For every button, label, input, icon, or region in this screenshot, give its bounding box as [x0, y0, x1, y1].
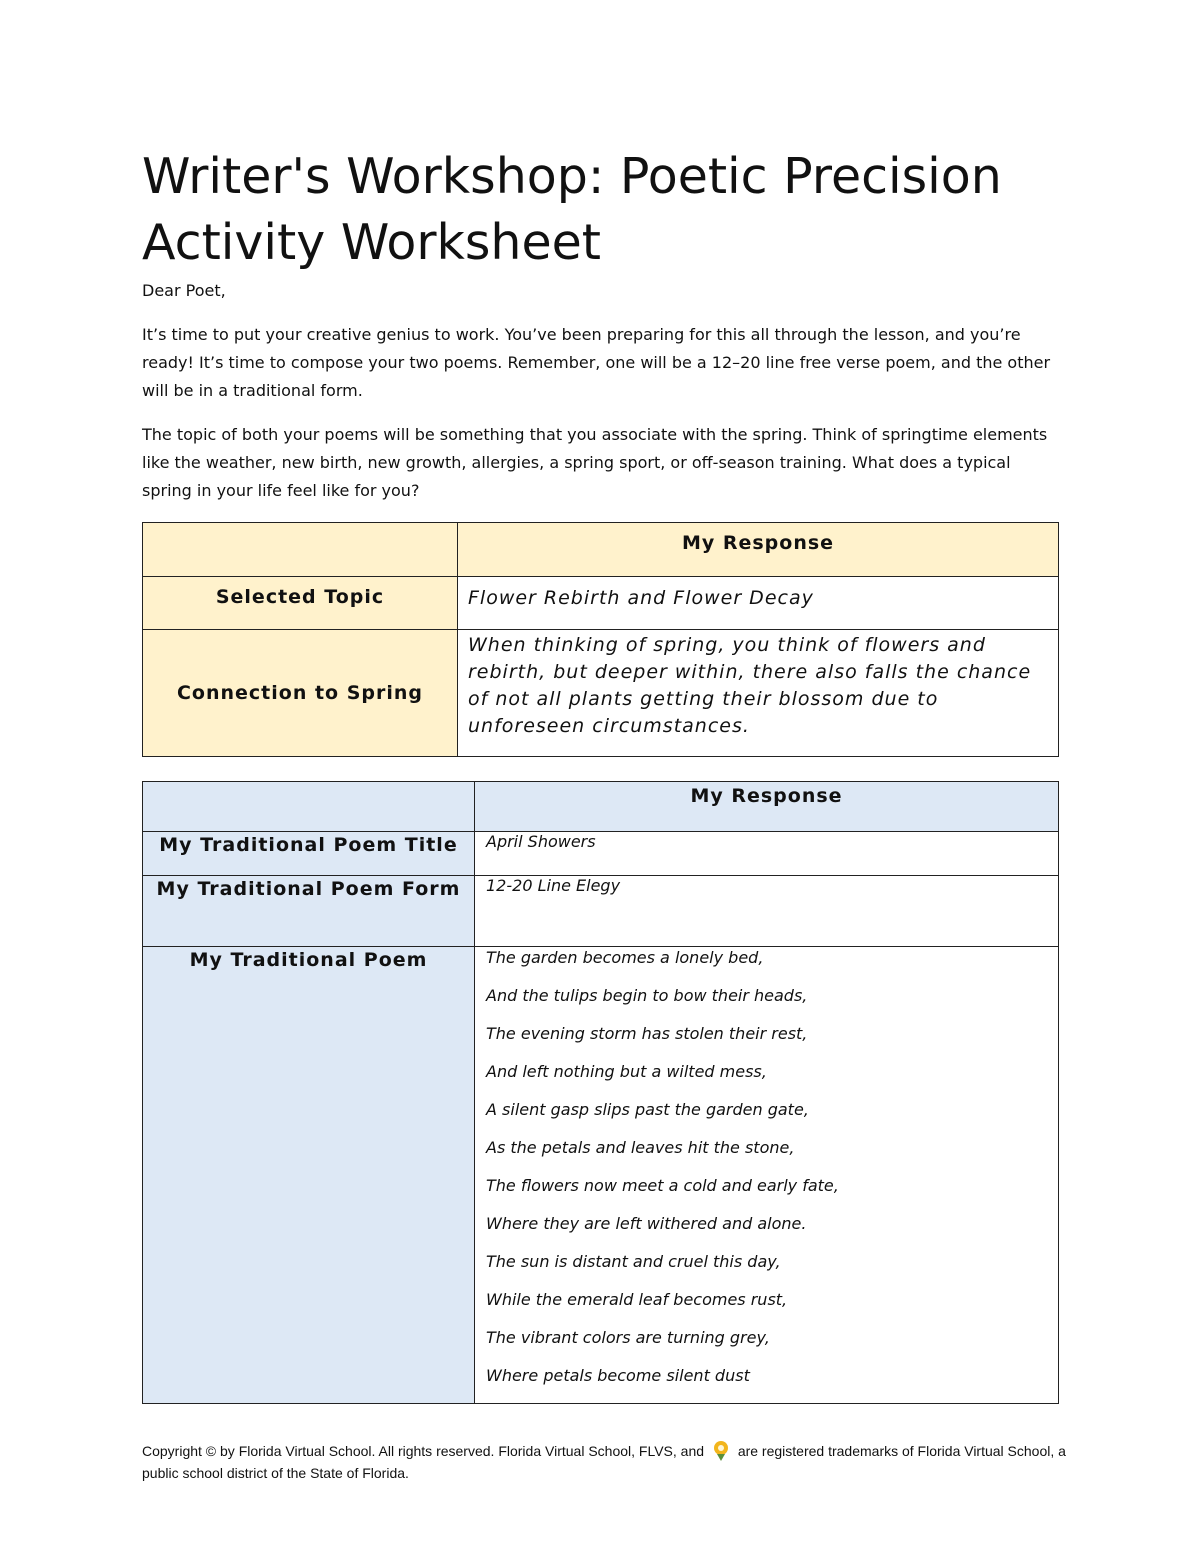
selected-topic-value[interactable]: Flower Rebirth and Flower Decay — [458, 577, 1059, 630]
poem-line: The evening storm has stolen their rest, — [486, 1024, 808, 1043]
page-title — [142, 144, 1082, 276]
topic-table — [142, 522, 1059, 757]
poem-form-label: My Traditional Poem Form — [143, 876, 475, 947]
poem-title-label: My Traditional Poem Title — [143, 832, 475, 876]
traditional-poem-table — [142, 781, 1059, 1404]
table-row — [143, 523, 1059, 577]
copyright-footer — [142, 1440, 1072, 1484]
table-row — [143, 782, 1059, 832]
table-row — [143, 947, 1059, 1404]
poem-line: A silent gasp slips past the garden gate, — [486, 1100, 809, 1119]
title-line-1: Writer's Workshop: Poetic Precision — [142, 148, 1002, 205]
poem-form-value[interactable]: 12-20 Line Elegy — [475, 876, 1059, 947]
topic-paragraph: The topic of both your poems will be something that you associate with the spring. Think of springtime elements like the weather, new birth, new growth, allergies, a spring sport, or off-season training. What does a typical spring in your life feel like for you? — [142, 425, 1048, 500]
table-row — [143, 832, 1059, 876]
poem-line: Where petals become silent dust — [486, 1366, 750, 1385]
trademark-text: are registered trademarks of Florida Virtual School, a public school district of the State of Florida. — [142, 1443, 1066, 1481]
poem-body[interactable] — [475, 947, 1059, 1404]
table-row — [143, 577, 1059, 630]
poem-line: And left nothing but a wilted mess, — [486, 1062, 767, 1081]
header-empty-cell — [143, 782, 475, 832]
poem-line: While the emerald leaf becomes rust, — [486, 1290, 788, 1309]
table-row — [143, 876, 1059, 947]
connection-to-spring-value[interactable]: When thinking of spring, you think of flowers and rebirth, but deeper within, there also falls the chance of not all plants getting their blossom due to unforeseen circumstances. — [458, 630, 1059, 757]
poem-line: The vibrant colors are turning grey, — [486, 1328, 770, 1347]
poem-line: And the tulips begin to bow their heads, — [486, 986, 808, 1005]
intro-paragraph: It’s time to put your creative genius to work. You’ve been preparing for this all through the lesson, and you’re ready! It’s time to compose your two poems. Remember, one will be a 12–20 line free verse poem, and the other will be in a traditional form. — [142, 325, 1051, 400]
my-response-header: My Response — [458, 523, 1059, 577]
poem-title-value[interactable]: April Showers — [475, 832, 1059, 876]
table-row — [143, 630, 1059, 757]
flvs-logo-icon — [710, 1440, 732, 1462]
my-response-header: My Response — [475, 782, 1059, 832]
poem-line: Where they are left withered and alone. — [486, 1214, 807, 1233]
poem-line: The sun is distant and cruel this day, — [486, 1252, 781, 1271]
poem-label: My Traditional Poem — [143, 947, 475, 1404]
title-line-2: Activity Worksheet — [142, 214, 601, 271]
header-empty-cell — [143, 523, 458, 577]
selected-topic-label: Selected Topic — [143, 577, 458, 630]
salutation: Dear Poet, — [142, 281, 226, 300]
copyright-text: Copyright © by Florida Virtual School. All rights reserved. Florida Virtual School, FLVS, and — [142, 1443, 705, 1459]
poem-line: The flowers now meet a cold and early fate, — [486, 1176, 839, 1195]
connection-to-spring-label: Connection to Spring — [143, 630, 458, 757]
poem-line: As the petals and leaves hit the stone, — [486, 1138, 795, 1157]
poem-line: The garden becomes a lonely bed, — [486, 948, 764, 967]
